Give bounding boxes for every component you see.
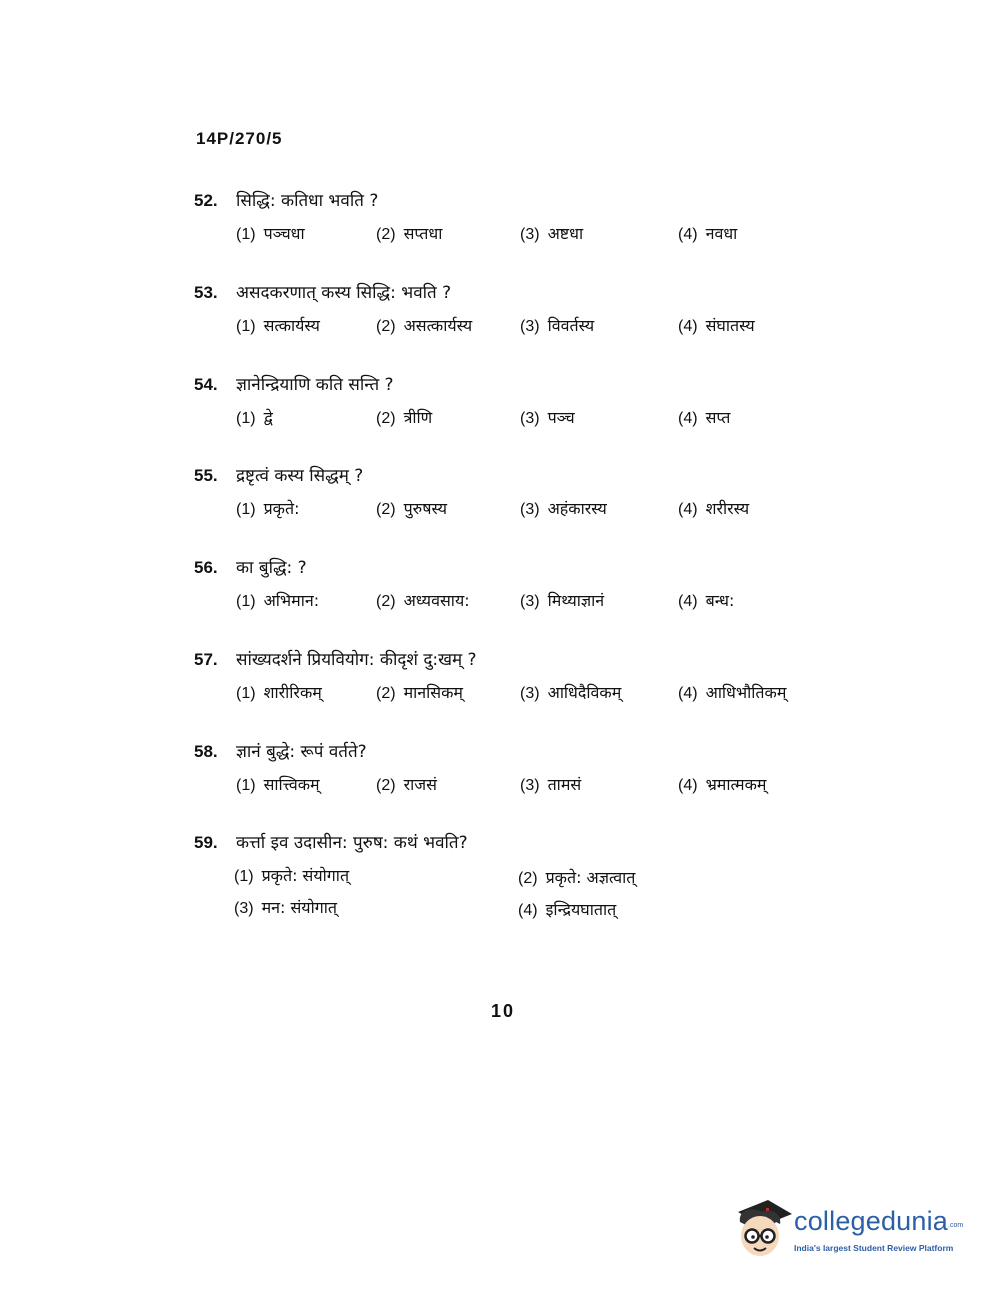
brand-name: collegedunia bbox=[794, 1206, 949, 1236]
option-2: (2) अध्यवसाय: bbox=[376, 591, 470, 610]
option-2: (2) असत्कार्यस्य bbox=[376, 316, 473, 335]
option-4: (4) शरीरस्य bbox=[678, 499, 750, 518]
question-58 bbox=[194, 739, 834, 801]
question-text: ज्ञानेन्द्रियाणि कति सन्ति ? bbox=[236, 375, 394, 395]
option-2: (2) पुरुषस्य bbox=[376, 499, 447, 518]
option-1: (1) अभिमान: bbox=[236, 591, 320, 610]
question-text: सिद्धि: कतिधा भवति ? bbox=[236, 191, 379, 211]
paper-code: 14P/270/5 bbox=[196, 129, 283, 148]
question-number: 57. bbox=[194, 650, 218, 669]
question-text: सांख्यदर्शने प्रियवियोग: कीदृशं दु:खम् ? bbox=[236, 650, 477, 670]
option-2: (2) सप्तधा bbox=[376, 224, 443, 243]
option-4: (4) नवधा bbox=[678, 224, 738, 243]
option-4: (4) बन्ध: bbox=[678, 591, 735, 610]
question-number: 52. bbox=[194, 191, 218, 210]
option-2: (2) राजसं bbox=[376, 775, 437, 794]
option-3: (3) अहंकारस्य bbox=[520, 499, 607, 518]
page-number: 10 bbox=[490, 1001, 516, 1021]
option-1: (1) पञ्चधा bbox=[236, 224, 305, 243]
option-1: (1) प्रकृते: bbox=[236, 499, 300, 518]
option-3: (3) मन: संयोगात् bbox=[234, 898, 337, 917]
question-57 bbox=[194, 647, 834, 709]
question-number: 54. bbox=[194, 375, 218, 394]
option-4: (4) सप्त bbox=[678, 408, 731, 427]
brand-tld: .com bbox=[948, 1222, 964, 1229]
question-55 bbox=[194, 463, 834, 525]
question-number: 53. bbox=[194, 283, 218, 302]
option-3: (3) पञ्च bbox=[520, 408, 575, 427]
question-number: 59. bbox=[194, 833, 218, 852]
question-52 bbox=[194, 188, 834, 250]
option-4: (4) संघातस्य bbox=[678, 316, 755, 335]
option-3: (3) तामसं bbox=[520, 775, 582, 794]
collegedunia-watermark bbox=[732, 1196, 962, 1266]
question-number: 56. bbox=[194, 558, 218, 577]
option-3: (3) अष्टधा bbox=[520, 224, 584, 243]
question-text: का बुद्धि: ? bbox=[236, 558, 307, 578]
question-54 bbox=[194, 372, 834, 434]
option-4: (4) आधिभौतिकम् bbox=[678, 683, 787, 702]
question-text: असदकरणात् कस्य सिद्धि: भवति ? bbox=[236, 283, 452, 303]
option-3: (3) मिथ्याज्ञानं bbox=[520, 591, 605, 610]
option-2: (2) त्रीणि bbox=[376, 408, 433, 427]
question-56 bbox=[194, 555, 834, 617]
option-4: (4) इन्द्रियघातात् bbox=[518, 900, 617, 919]
brand-tagline: India's largest Student Review Platform bbox=[794, 1243, 954, 1253]
option-1: (1) द्वे bbox=[236, 408, 273, 427]
question-53 bbox=[194, 280, 834, 342]
option-1: (1) सात्त्विकम् bbox=[236, 775, 320, 794]
option-1: (1) सत्कार्यस्य bbox=[236, 316, 320, 335]
mascot-icon bbox=[732, 1196, 792, 1262]
question-text: द्रष्टृत्वं कस्य सिद्धम् ? bbox=[236, 466, 364, 486]
option-3: (3) आधिदैविकम् bbox=[520, 683, 622, 702]
option-3: (3) विवर्तस्य bbox=[520, 316, 595, 335]
option-2: (2) मानसिकम् bbox=[376, 683, 463, 702]
question-59 bbox=[194, 830, 834, 920]
question-text: कर्त्ता इव उदासीन: पुरुष: कथं भवति? bbox=[236, 833, 468, 853]
question-number: 58. bbox=[194, 742, 218, 761]
question-number: 55. bbox=[194, 466, 218, 485]
option-1: (1) प्रकृते: संयोगात् bbox=[234, 866, 350, 885]
question-text: ज्ञानं बुद्धे: रूपं वर्तते? bbox=[236, 742, 367, 762]
option-1: (1) शारीरिकम् bbox=[236, 683, 322, 702]
option-4: (4) भ्रमात्मकम् bbox=[678, 775, 767, 794]
option-2: (2) प्रकृते: अज्ञत्वात् bbox=[518, 868, 636, 887]
